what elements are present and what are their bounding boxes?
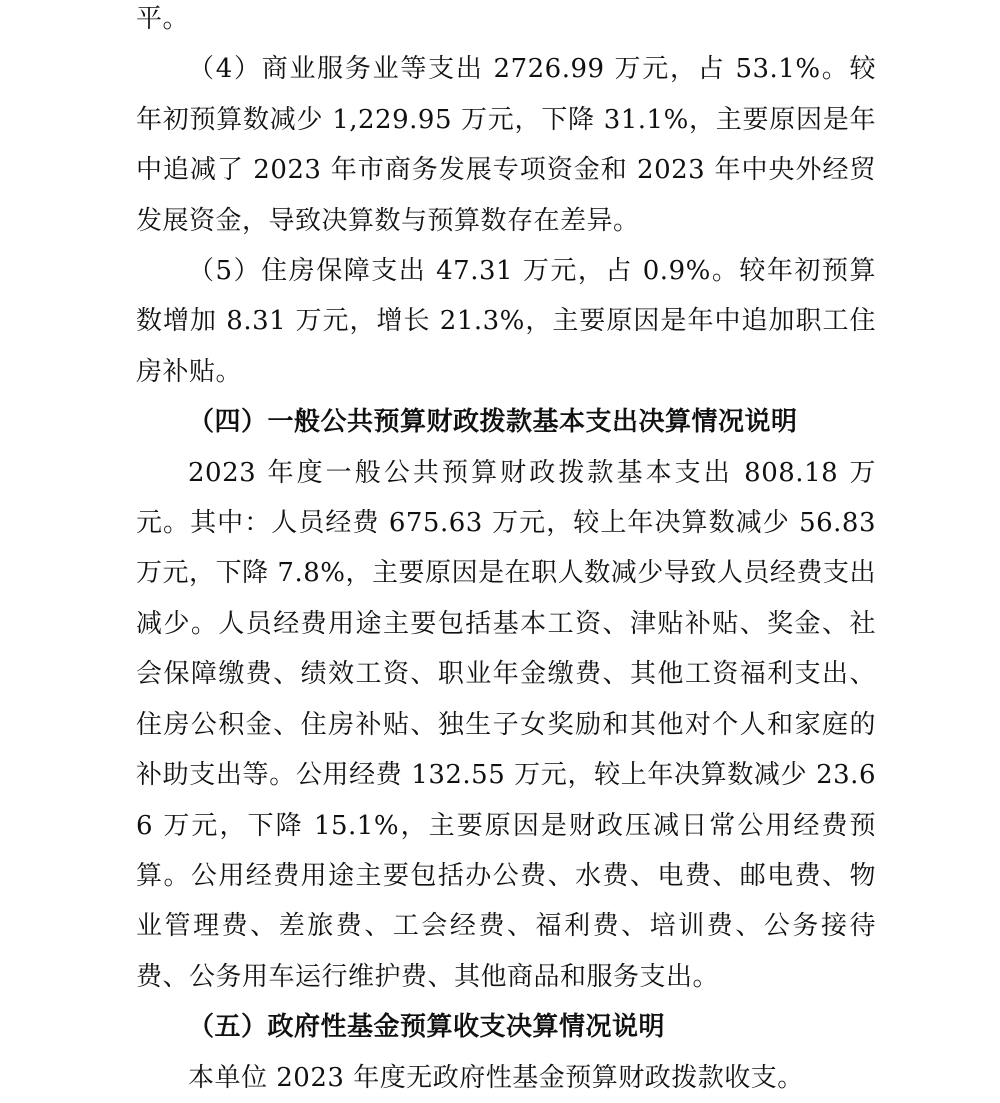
section-heading-government-fund: （五）政府性基金预算收支决算情况说明 — [188, 1012, 666, 1043]
paragraph-housing-security-expenditure: （5）住房保障支出 47.31 万元，占 0.9%。较年初预算数增加 8.31 万元，增长 21.3%，主要原因是年中追加职工住房补贴。 — [136, 256, 876, 387]
document-page — [136, 0, 876, 1103]
paragraph-commerce-services-expenditure: （4）商业服务业等支出 2726.99 万元，占 53.1%。较年初预算数减少 1,229.95 万元，下降 31.1%，主要原因是年中追减了 2023 年市商务发展专项资金和 2023 年中央外经贸发展资金，导致决算数与预算数存在差异。 — [136, 54, 876, 236]
paragraph-basic-expenditure: 2023 年度一般公共预算财政拨款基本支出 808.18 万元。其中：人员经费 675.63 万元，较上年决算数减少 56.83 万元，下降 7.8%，主要原因是在职人数减少导致人员经费支出减少。人员经费用途主要包括基本工资、津贴补贴、奖金、社会保障缴费、绩效工资、职业年金缴费、其他工资福利支出、住房公积金、住房补贴、独生子女奖励和其他对个人和家庭的补助支出等。公用经费 132.55 万元，较上年决算数减少 23.66 万元，下降 15.1%，主要原因是财政压减日常公用经费预算。公用经费用途主要包括办公费、水费、电费、邮电费、物业管理费、差旅费、工会经费、福利费、培训费、公务接待费、公务用车运行维护费、其他商品和服务支出。 — [136, 457, 876, 992]
paragraph-government-fund: 本单位 2023 年度无政府性基金预算财政拨款收支。 — [188, 1062, 804, 1093]
section-heading-basic-expenditure: （四）一般公共预算财政拨款基本支出决算情况说明 — [188, 407, 798, 438]
paragraph-continued: 平。 — [136, 4, 190, 34]
